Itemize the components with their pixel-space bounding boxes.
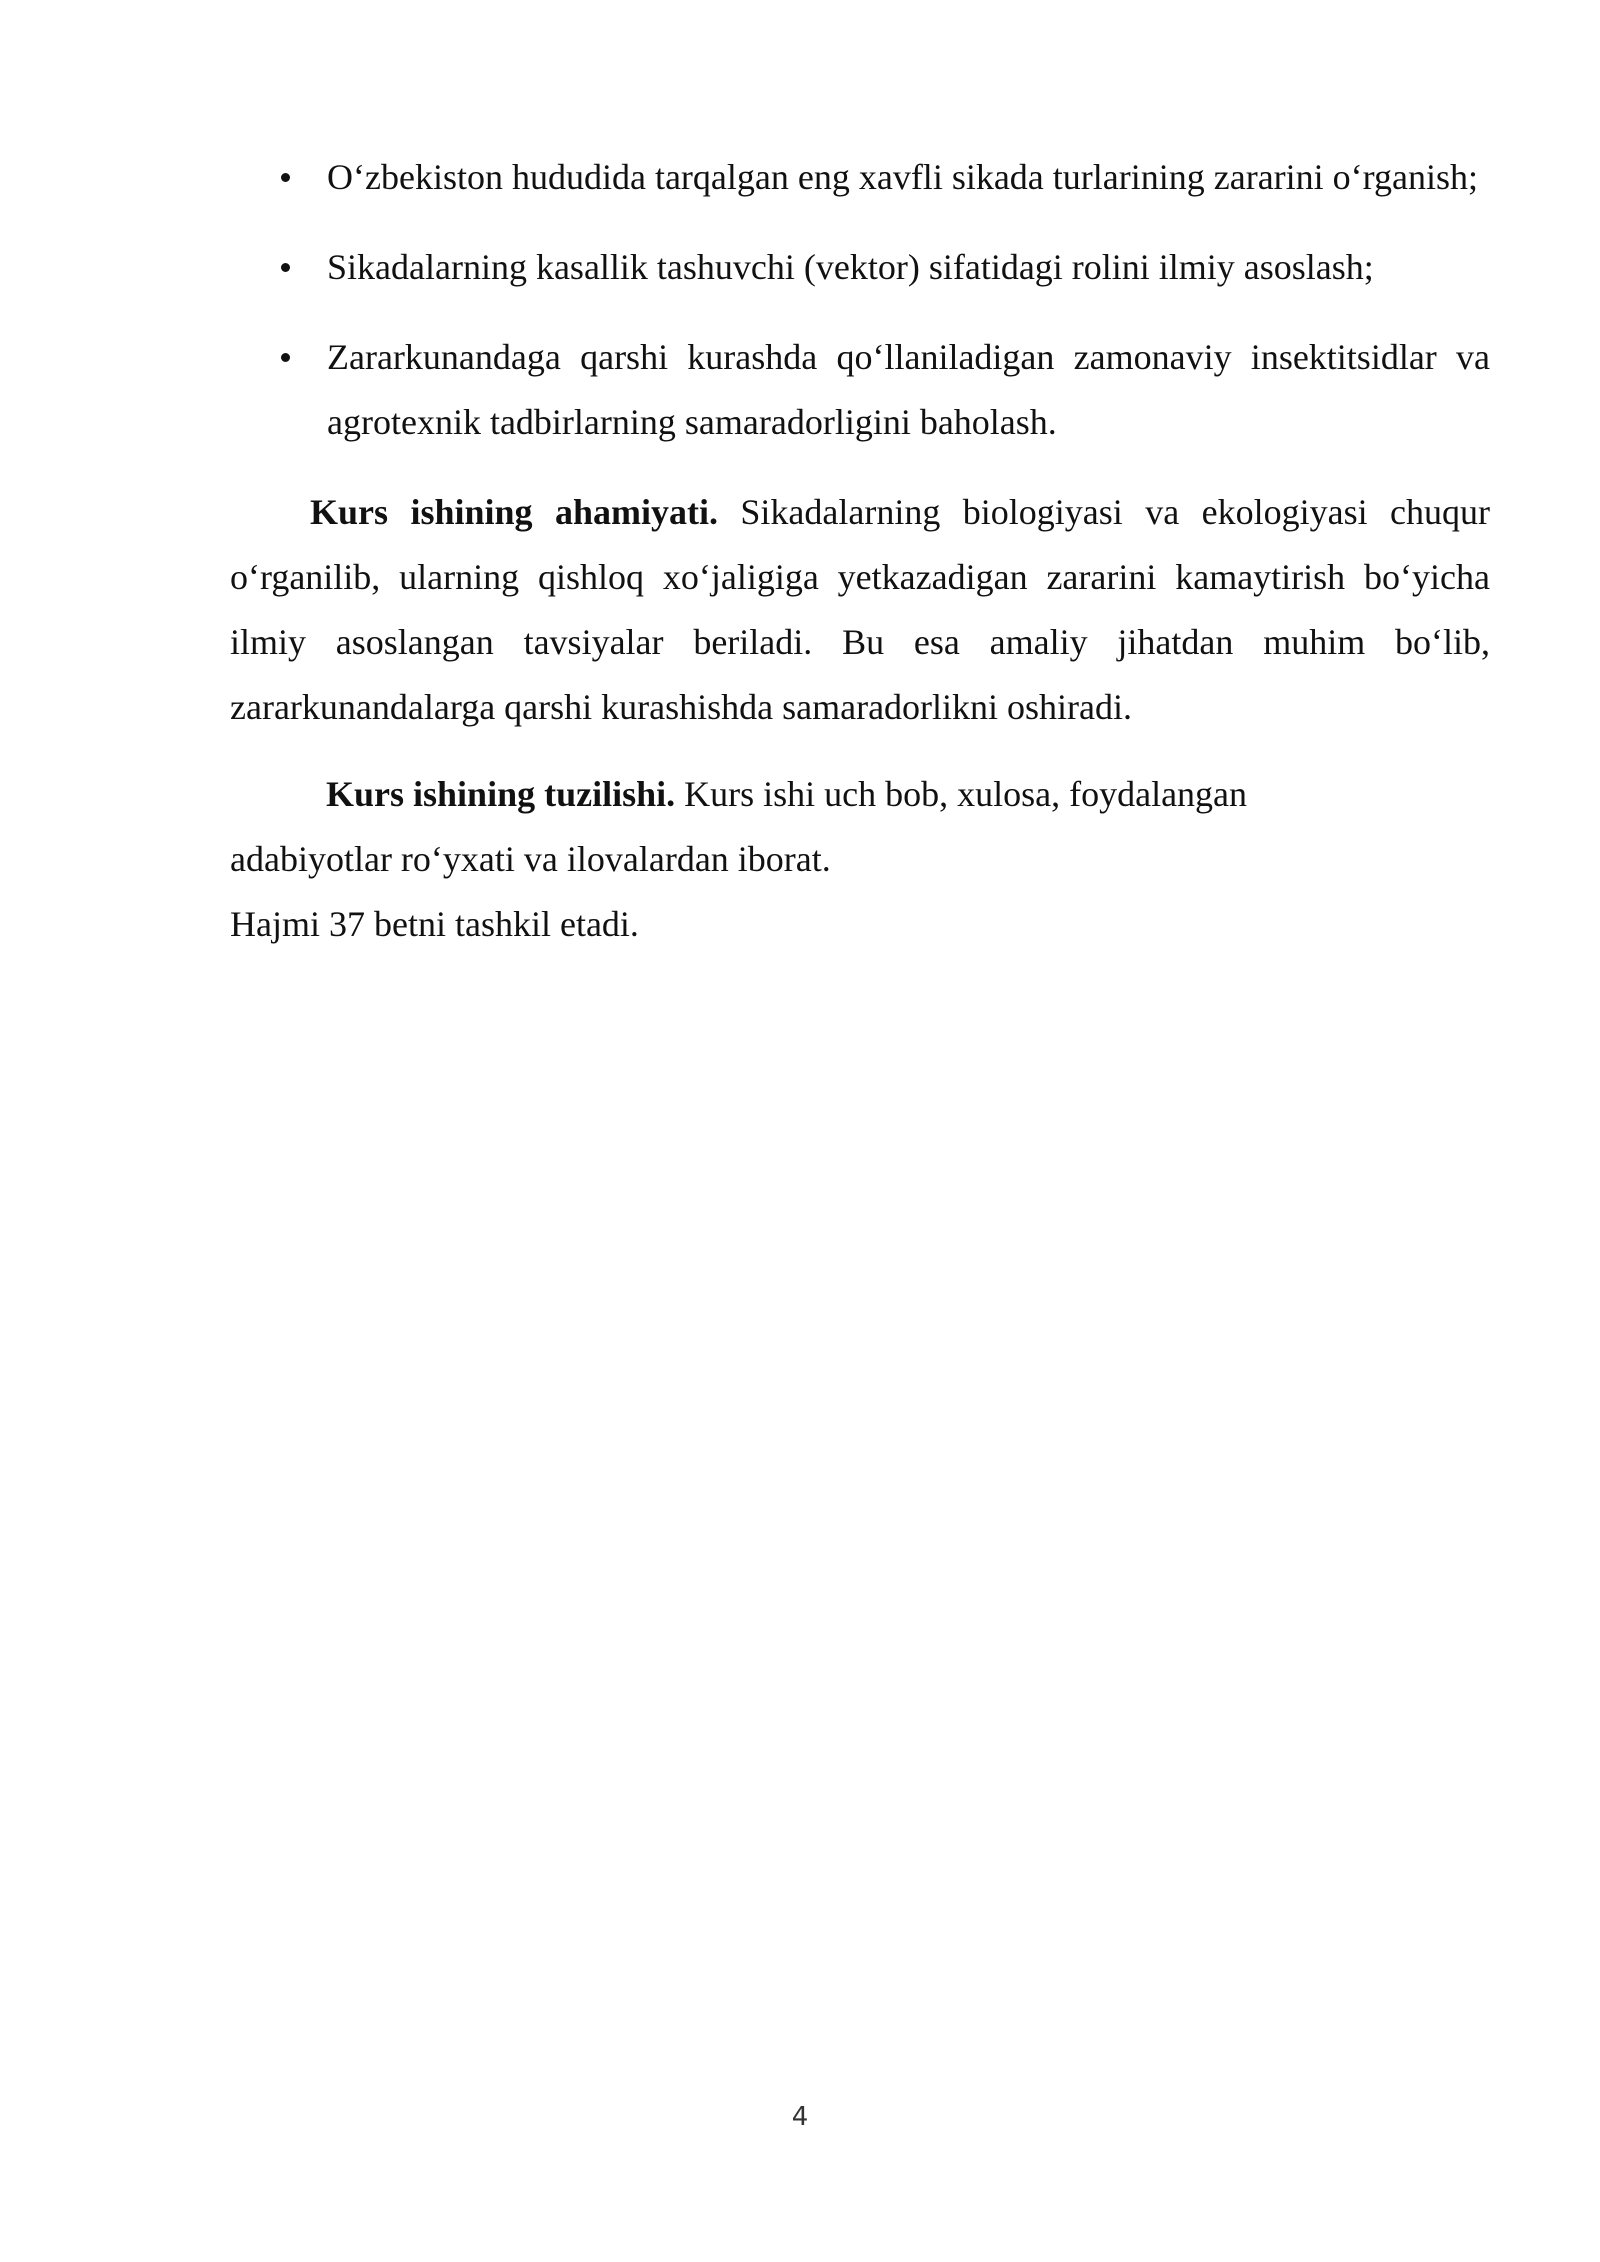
bullet-icon — [281, 173, 290, 182]
structure-text-line-2: adabiyotlar ro‘yxati va ilovalardan iborat. — [230, 839, 831, 879]
significance-text: Sikadalarning biologiyasi va ekologiyasi chuqur o‘rganilib, ularning qishloq xo‘jaligiga yetkazadigan zararini kamaytirish bo‘yicha ilmiy asoslangan tavsiyalar beriladi. Bu esa amaliy jihatdan muhim bo‘lib, zararkunandalarga qarshi kurashishda samaradorlikni oshiradi. — [230, 492, 1490, 727]
structure-text-line-1: Kurs ishi uch bob, xulosa, foydalangan — [675, 774, 1248, 814]
list-item — [230, 325, 1490, 455]
list-item — [230, 145, 1490, 210]
bullet-icon — [281, 353, 290, 362]
list-item-text: Sikadalarning kasallik tashuvchi (vektor) sifatidagi rolini ilmiy asoslash; — [327, 247, 1374, 287]
structure-first-line — [230, 762, 1490, 827]
structure-text-line-3: Hajmi 37 betni tashkil etadi. — [230, 904, 639, 944]
objectives-list — [230, 145, 1490, 455]
list-item-text: O‘zbekiston hududida tarqalgan eng xavfli sikada turlarining zararini o‘rganish; — [327, 157, 1478, 197]
structure-heading: Kurs ishining tuzilishi. — [326, 774, 676, 814]
significance-paragraph — [230, 480, 1490, 740]
structure-paragraph — [230, 762, 1490, 957]
page-content — [230, 145, 1490, 957]
bullet-icon — [281, 263, 290, 272]
page-number: 4 — [791, 2102, 809, 2132]
list-item — [230, 235, 1490, 300]
list-item-text: Zararkunandaga qarshi kurashda qo‘llaniladigan zamonaviy insektitsidlar va agrotexnik tadbirlarning samaradorligini baholash. — [327, 337, 1490, 442]
significance-heading: Kurs ishining ahamiyati. — [310, 492, 718, 532]
